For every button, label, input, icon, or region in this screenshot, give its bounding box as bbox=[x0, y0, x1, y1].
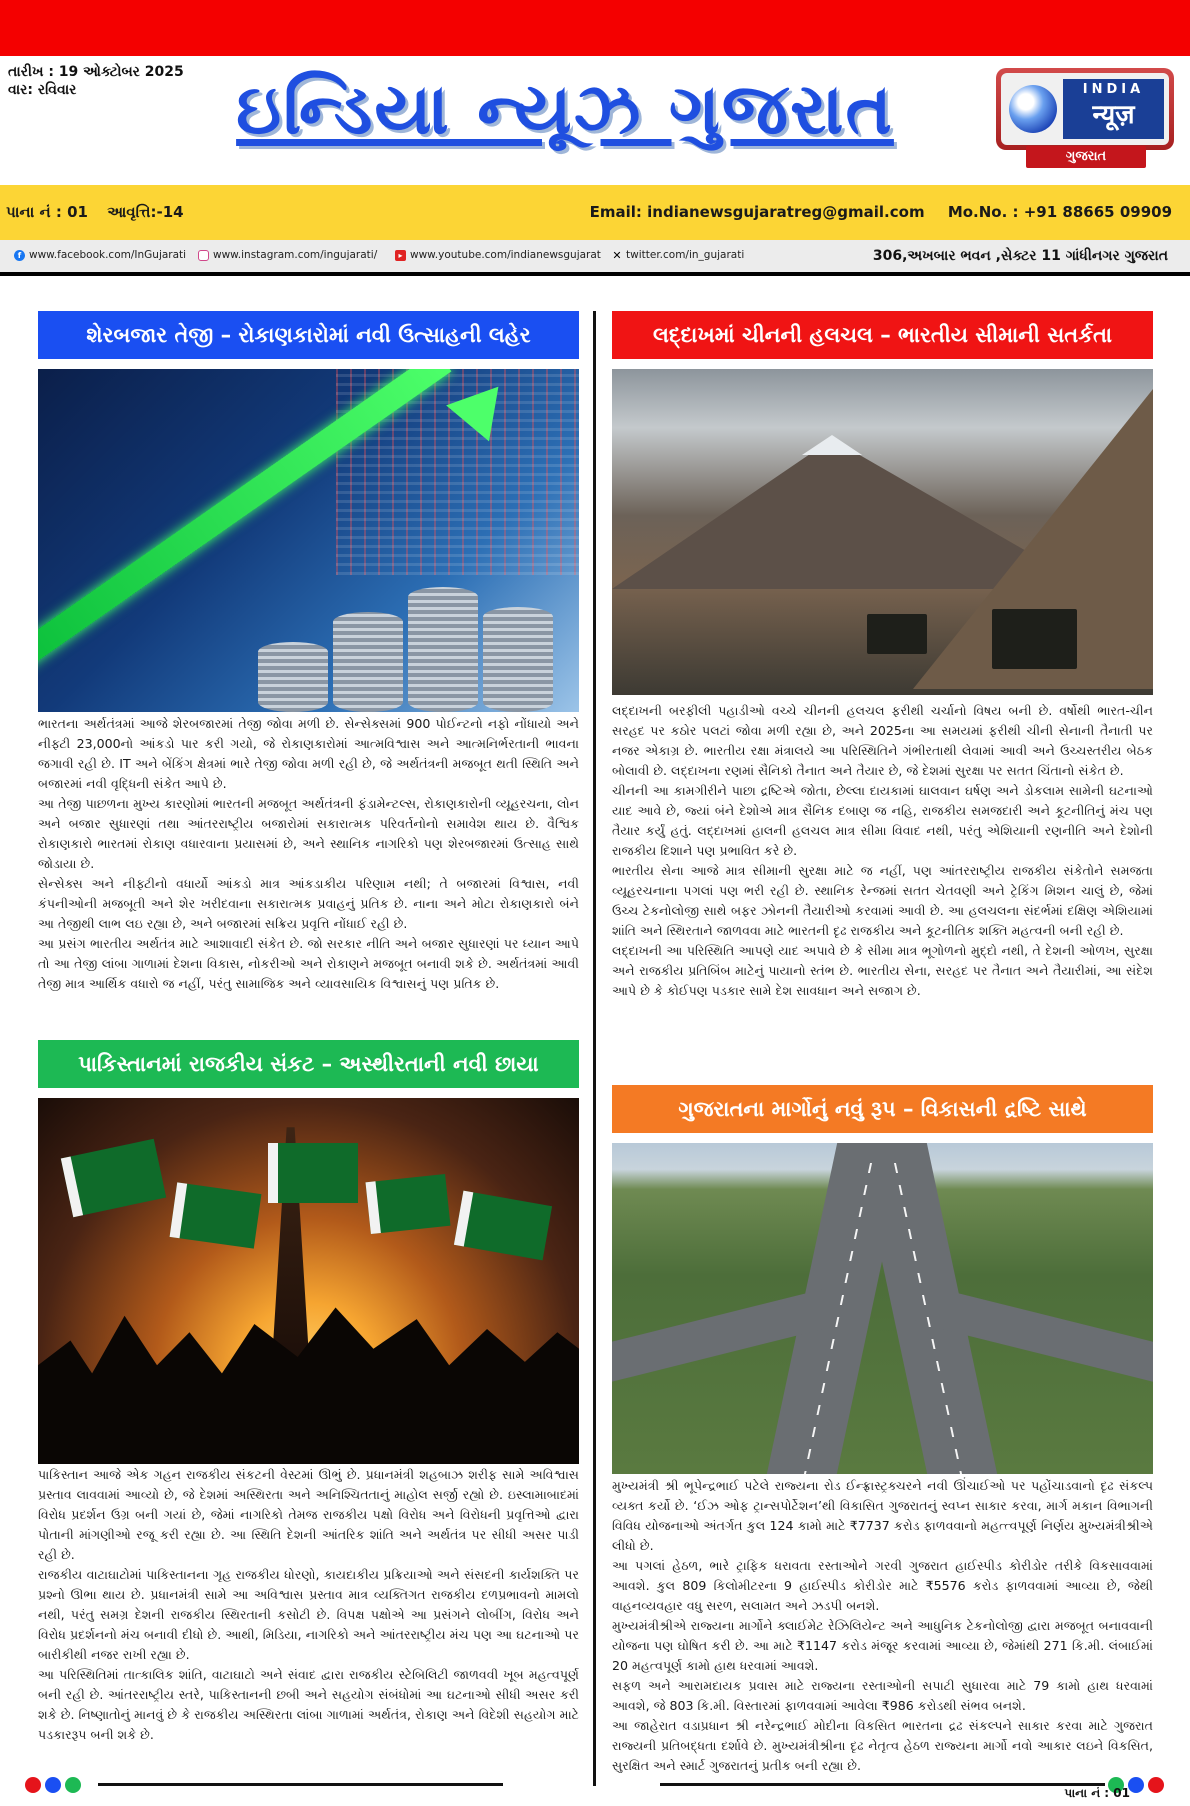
instagram-icon bbox=[198, 250, 209, 261]
article-stock-market bbox=[38, 311, 579, 994]
social-bar bbox=[0, 240, 1190, 276]
paragraph: આ તેજી પાછળના મુખ્ય કારણોમાં ભારતની મજબૂત અર્થતંત્રની ફંડામેન્ટલ્સ, રોકાણકારોની વ્યૂહરચના, લોન અને બજાર સુધારણાં તથા આંતરરાષ્ટ્રીય બજારોમાં સકારાત્મક પરિવર્તનોનો સમાવેશ થાય છે. વૈશ્વિક રોકાણકારો ભારતમાં રોકાણ વધારવાના પ્રયાસમાં છે, અને સ્થાનિક નાગરિકો પણ શેરબજારમાં ઉત્સાહ સાથે જોડાયા છે. bbox=[38, 796, 579, 871]
paragraph: સફળ અને આરામદાયક પ્રવાસ માટે રાજ્યના રસ્તાઓની સપાટી સુધારવા માટે 79 કામો હાથ ધરવામાં આવશે, જે 803 કિ.મી. વિસ્તારમાં ફાળવવામાં આવેલા ₹986 કરોડથી સંભવ બનશે. bbox=[612, 1678, 1153, 1713]
pakistan-article-body bbox=[38, 1465, 579, 1745]
email-link[interactable]: Email: indianewsgujaratreg@gmail.com bbox=[589, 203, 925, 221]
instagram-url: www.instagram.com/ingujarati/ bbox=[213, 249, 378, 261]
facebook-link[interactable] bbox=[14, 249, 186, 261]
flag-graphic bbox=[366, 1174, 451, 1234]
crowd-silhouette bbox=[38, 1299, 579, 1464]
gujarat-article-body bbox=[612, 1476, 1153, 1776]
article-pakistan bbox=[38, 1040, 579, 1745]
top-red-bar bbox=[0, 0, 1190, 56]
article-gujarat-roads bbox=[612, 1085, 1153, 1776]
paragraph: લદ્દાખની બરફીલી પહાડીઓ વચ્ચે ચીનની હલચલ ફરીથી ચર્ચાનો વિષય બની છે. વર્ષોથી ભારત-ચીન સરહદ પર કઠોર પલટાં જોવા મળી રહ્યા છે, અને 2025ના આ સમયમાં ફરીથી ચીની સેનાની તૈનાતી પર નજર એકાગ્ર છે. ભારતીય રક્ષા મંત્રાલયે આ પરિસ્થિતિને ગંભીરતાથી લેવામાં આવી અને ઉચ્ચસ્તરીય બેઠક બોલાવી છે. લદ્દાખના રણમાં સૈનિકો તૈનાત અને તૈયાર છે, જે દેશમાં સુરક્ષા પર સતત ચિંતાનો સંકેત છે. bbox=[612, 703, 1153, 778]
article-ladakh bbox=[612, 311, 1153, 1001]
blue-dot bbox=[1128, 1777, 1144, 1793]
paragraph: મુખ્યમંત્રી શ્રી ભૂપેન્દ્રભાઈ પટેલે રાજ્યના રોડ ઈન્ફ્રાસ્ટ્રક્ચરને નવી ઊંચાઈઓ પર પહોંચાડવાનો દૃઢ સંકલ્પ વ્યક્ત કર્યો છે. ‘ઈઝ ઓફ ટ્રાન્સપોર્ટેશન’થી વિકાસિત ગુજરાતનું સ્વપ્ન સાકાર કરવા, માર્ગ મકાન વિભાગની વિવિધ યોજનાઓ અંતર્ગત કુલ 124 કામો માટે ₹7737 કરોડ ફાળવવાનો મહત્ત્વપૂર્ણ નિર્ણય મુખ્યમંત્રીશ્રીએ લીધો છે. bbox=[612, 1478, 1153, 1553]
army-truck-graphic bbox=[867, 614, 927, 654]
globe-icon bbox=[1009, 85, 1057, 133]
footer-page-number: પાના નં : 01 bbox=[1064, 1786, 1130, 1800]
flag-graphic bbox=[61, 1139, 166, 1217]
office-address: 306,અખબાર ભવન ,સેક્ટર 11 ગાંધીનગર ગુજરાત bbox=[872, 248, 1168, 264]
contact-info bbox=[572, 203, 1172, 221]
youtube-icon: ▸ bbox=[395, 250, 406, 261]
paragraph: રાજકીય વાટાઘાટોમાં પાકિસ્તાનના ગૃહ રાજકીય ધોરણો, કાયદાકીય પ્રક્રિયાઓ અને સંસદની કાર્યશક્તિ પર પ્રશ્નો ઊભા થાય છે. પ્રધાનમંત્રી સામે આ અવિશ્વાસ પ્રસ્તાવ માત્ર વ્યક્તિગત રાજકીય દળપ્રભાવનો મામલો નથી, પરંતુ સમગ્ર દેશની રાજકીય સ્થિરતાની કસોટી છે. વિપક્ષ પક્ષોએ આ પ્રસંગને લોબીંગ, વિરોધ અને વિરોધ પ્રદર્શનનો મંચ બનાવી દીધો છે. આથી, મિડિયા, નાગરિકો અને આંતરરાષ્ટ્રીય મંચ પણ આ ઘટનાઓ પર બારીકીથી નજર રાખી રહ્યા છે. bbox=[38, 1567, 579, 1662]
paragraph: ભારતના અર્થતંત્રમાં આજે શેરબજારમાં તેજી જોવા મળી છે. સેન્સેક્સમાં 900 પોઈન્ટનો નફો નોંધાયો અને નીફ્ટી 23,000નો આંકડો પાર કરી ગયો, જે રોકાણકારોમાં આત્મવિશ્વાસ અને આત્મનિર્ભરતાની ભાવના જગાવી રહી છે. IT અને બેંકિંગ ક્ષેત્રમાં ભારે તેજી જોવા મળી રહી છે, જે અર્થતંત્રની મજબૂત થતી સ્થિતિ અને બજારમાં નવી વૃદ્ધિની સંકેત આપે છે. bbox=[38, 716, 579, 791]
twitter-url: twitter.com/in_gujarati bbox=[626, 249, 745, 261]
headline-ladakh[interactable]: લદ્દાખમાં ચીનની હલચલ – ભારતીય સીમાની સતર્કતા bbox=[612, 311, 1153, 359]
twitter-link[interactable] bbox=[612, 249, 744, 261]
column-divider bbox=[593, 311, 596, 1786]
headline-pakistan[interactable]: પાકિસ્તાનમાં રાજકીય સંકટ – અસ્થીરતાની નવી છાયા bbox=[38, 1040, 579, 1088]
ladakh-article-body bbox=[612, 701, 1153, 1001]
issue-day: વાર: રવિવાર bbox=[8, 82, 77, 98]
blue-dot bbox=[45, 1777, 61, 1793]
india-news-logo bbox=[996, 68, 1174, 170]
instagram-link[interactable] bbox=[198, 249, 377, 261]
paragraph: લદ્દાખની આ પરિસ્થિતિ આપણે યાદ અપાવે છે કે સીમા માત્ર ભૂગોળનો મુદ્દો નથી, તે દેશની ઓળખ, સુરક્ષા અને રાજકીય પ્રતિબિંબ માટેનું પાયાનો સ્તંભ છે. ભારતીય સેના, સરહદ પર તૈનાત અને તૈયારીમાં, આ સંદેશ આપે છે કે કોઈપણ પડકાર સામે દેશ સાવધાન અને સજાગ છે. bbox=[612, 943, 1153, 998]
coin-stack bbox=[258, 642, 328, 712]
logo-gujarat-text: ગુજરાત bbox=[1026, 146, 1146, 168]
facebook-icon: f bbox=[14, 250, 25, 261]
paragraph: ભારતીય સેના આજે માત્ર સીમાની સુરક્ષા માટે જ નહીં, પણ આંતરરાષ્ટ્રીય રાજકીય સંકેતોને સમજતા વ્યૂહરચનાના પગલાં પણ ભરી રહી છે. સ્થાનિક રેન્જમાં સતત ચેતવણી અને ટ્રેકિંગ મિશન ચાલું છે, જેમાં ઉચ્ચ ટેકનોલોજી સાથે બફર ઝોનની તૈયારીઓ કરવામાં આવી છે. આ હલચલના સંદર્ભમાં દક્ષિણ એશિયામાં શાંતિ અને સ્થિરતાને જાળવવા માટે ભારતની દૃઢ રાજકીય અને કૂટનીતિક શક્તિ મહત્વની બની રહી છે. bbox=[612, 863, 1153, 938]
stock-market-photo bbox=[38, 369, 579, 712]
paragraph: આ પગલાં હેઠળ, ભારે ટ્રાફિક ધરાવતા રસ્તાઓને ગરવી ગુજરાત હાઈસ્પીડ કોરીડોર તરીકે વિકસાવવામાં આવશે. કુલ 809 કિલોમીટરના 9 હાઈસ્પીડ કોરીડોર માટે ₹5576 કરોડ ફાળવવામાં આવ્યા છે, જેથી વાહનવ્યવહાર વધુ સરળ, સલામત અને ઝડપી બનશે. bbox=[612, 1558, 1153, 1613]
paragraph: ચીનની આ કામગીરીને પાછા દ્રષ્ટિએ જોતા, છેલ્લા દાયકામાં ઘાલવાન ઘર્ષણ અને ડોકલામ સામેની ઘટનાઓ યાદ આવે છે, જ્યાં બંને દેશોએ માત્ર સૈનિક દબાણ જ નહિ, રાજકીય સમજદારી અને કૂટનીતિનું મંચ પણ તૈયાર કર્યું હતું. લદ્દાખમાં હાલની હલચલ માત્ર સીમા વિવાદ નથી, પરંતુ એશિયાની રણનીતિ અને દેશોની રાજકીય દિશાને પણ પ્રભાવિત કરે છે. bbox=[612, 783, 1153, 858]
green-dot bbox=[65, 1777, 81, 1793]
edition-number: આવૃત્તિ:-14 bbox=[107, 203, 184, 221]
flag-graphic bbox=[268, 1143, 358, 1203]
paragraph: મુખ્યમંત્રીશ્રીએ રાજ્યના માર્ગોને ક્લાઈમેટ રેઝિલિયેન્ટ અને આધુનિક ટેકનોલોજી દ્વારા મજબૂત બનાવવાની યોજના પણ ઘોષિત કરી છે. આ માટે ₹1147 કરોડ મંજૂર કરવામાં આવ્યા છે, જેમાંથી 271 કિ.મી. લંબાઈમાં 20 મહત્વપૂર્ણ કામો હાથ ધરવામાં આવશે. bbox=[612, 1618, 1153, 1673]
page-number: પાના નં : 01 bbox=[6, 203, 88, 221]
newspaper-title: ઇન્ડિયા ન્યૂઝ ગુજરાત bbox=[236, 68, 894, 150]
coin-stack bbox=[408, 587, 478, 712]
logo-inner bbox=[1001, 73, 1169, 145]
paragraph: આ જાહેરાત વડાપ્રધાન શ્રી નરેન્દ્રભાઈ મોદીના વિકસિત ભારતના દ્રઢ સંકલ્પને સાકાર કરવા માટે ગુજરાત રાજ્યની પ્રતિબદ્ધતા દર્શાવે છે. મુખ્યમંત્રીશ્રીના દૃઢ નેતૃત્વ હેઠળ રાજ્યના માર્ગો નવો આકાર લઇને વિકસિત, સુરક્ષિત અને સ્માર્ટ ગુજરાતનું પ્રતીક બની રહ્યા છે. bbox=[612, 1718, 1153, 1773]
paragraph: આ પરિસ્થિતિમાં તાત્કાલિક શાંતિ, વાટાઘાટો અને સંવાદ દ્વારા રાજકીય સ્ટેબિલિટી જાળવવી ખૂબ મહત્વપૂર્ણ બની રહી છે. આંતરરાષ્ટ્રીય સ્તરે, પાકિસ્તાનની છબી અને સહયોગ સંબંધોમાં આ ઘટનાઓ સીધી અસર કરી શકે છે. નિષ્ણાતોનું માનવું છે કે રાજકીય અસ્થિરતા લાંબા ગાળામાં અર્થતંત્ર, રોકાણ અને વિદેશી સહયોગ માટે પડકારરૂપ બની શકે છે. bbox=[38, 1667, 579, 1742]
expressway-photo bbox=[612, 1143, 1153, 1474]
mobile-number: Mo.No. : +91 88665 09909 bbox=[947, 203, 1172, 221]
pakistan-protest-photo bbox=[38, 1098, 579, 1464]
paragraph: આ પ્રસંગ ભારતીય અર્થતંત્ર માટે આશાવાદી સંકેત છે. જો સરકાર નીતિ અને બજાર સુધારણાં પર ધ્યાન આપે તો આ તેજી લાંબા ગાળામાં દેશના વિકાસ, નોકરીઓ અને રોકાણને મજબૂત બનાવી શકે છે. અર્થતંત્રમાં આવી તેજી માત્ર આર્થિક વધારો જ નહીં, પરંતુ સામાજિક અને વ્યાવસાયિક વિશ્વાસનું પણ પ્રતિક છે. bbox=[38, 936, 579, 991]
issue-date: તારીખ : 19 ઓક્ટોબર 2025 bbox=[8, 64, 184, 80]
masthead bbox=[195, 64, 935, 164]
stock-article-body bbox=[38, 714, 579, 994]
coin-stack bbox=[333, 612, 403, 712]
info-bar bbox=[0, 185, 1190, 240]
red-dot bbox=[1148, 1777, 1164, 1793]
logo-frame bbox=[996, 68, 1174, 150]
logo-india-text: INDIA bbox=[1082, 82, 1145, 97]
youtube-link[interactable] bbox=[395, 249, 601, 261]
footer-rule-left bbox=[98, 1783, 503, 1786]
ladakh-mountains-photo bbox=[612, 369, 1153, 695]
issue-info bbox=[6, 203, 198, 221]
coin-stack bbox=[483, 607, 553, 712]
youtube-url: www.youtube.com/indianewsgujarat bbox=[410, 249, 601, 261]
red-dot bbox=[25, 1777, 41, 1793]
flag-graphic bbox=[170, 1182, 262, 1248]
logo-text-panel bbox=[1063, 79, 1164, 139]
army-truck-graphic bbox=[992, 609, 1077, 669]
headline-stock-market[interactable]: શેરબજાર તેજી – રોકાણકારોમાં નવી ઉત્સાહની લહેર bbox=[38, 311, 579, 359]
facebook-url: www.facebook.com/InGujarati bbox=[29, 249, 187, 261]
date-block bbox=[8, 63, 184, 99]
headline-gujarat-roads[interactable]: ગુજરાતના માર્ગોનું નવું રૂપ – વિકાસની દ્રષ્ટિ સાથે bbox=[612, 1085, 1153, 1133]
logo-news-text: न्यूज़ bbox=[1092, 100, 1135, 130]
x-twitter-icon: ✕ bbox=[612, 248, 622, 262]
footer-rule-right bbox=[660, 1783, 1105, 1786]
paragraph: સેન્સેક્સ અને નીફ્ટીનો વધાર્યો આંકડો માત્ર આંકડાકીય પરિણામ નથી; તે બજારમાં વિશ્વાસ, નવી કંપનીઓની મજબૂતી અને શેર ખરીદવાના સકારાત્મક પ્રવાહનું પ્રતિક છે. નાના અને મોટા રોકાણકારો બંને આ તેજીથી લાભ લઇ રહ્યા છે, અને બજારમાં સક્રિય પ્રવૃત્તિ નોંધાઈ રહી છે. bbox=[38, 876, 579, 931]
paragraph: પાકિસ્તાન આજે એક ગહન રાજકીય સંકટની વેસ્ટમાં ઊભું છે. પ્રધાનમંત્રી શહબાઝ શરીફ સામે અવિશ્વાસ પ્રસ્તાવ લાવવામાં આવ્યો છે, જે દેશમાં અસ્થિરતા અને અનિશ્ચિતતાનું માહોલ સર્જી રહ્યો છે. ઇસ્લામાબાદમાં વિરોધ પ્રદર્શન ઉગ્ર બની ગયાં છે, જેમાં નાગરિકો તેમજ રાજકીય પક્ષો વિરોધ અને વિરોધની પ્રવૃત્તિઓ દ્વારા પોતાની માંગણીઓ રજૂ કરી રહ્યા છે. આ સ્થિતિ દેશની આંતરિક શાંતિ અને અર્થતંત્ર પર સીધી અસર પાડી રહી છે. bbox=[38, 1467, 579, 1562]
footer-dots-left bbox=[25, 1777, 81, 1793]
flag-graphic bbox=[454, 1191, 552, 1261]
